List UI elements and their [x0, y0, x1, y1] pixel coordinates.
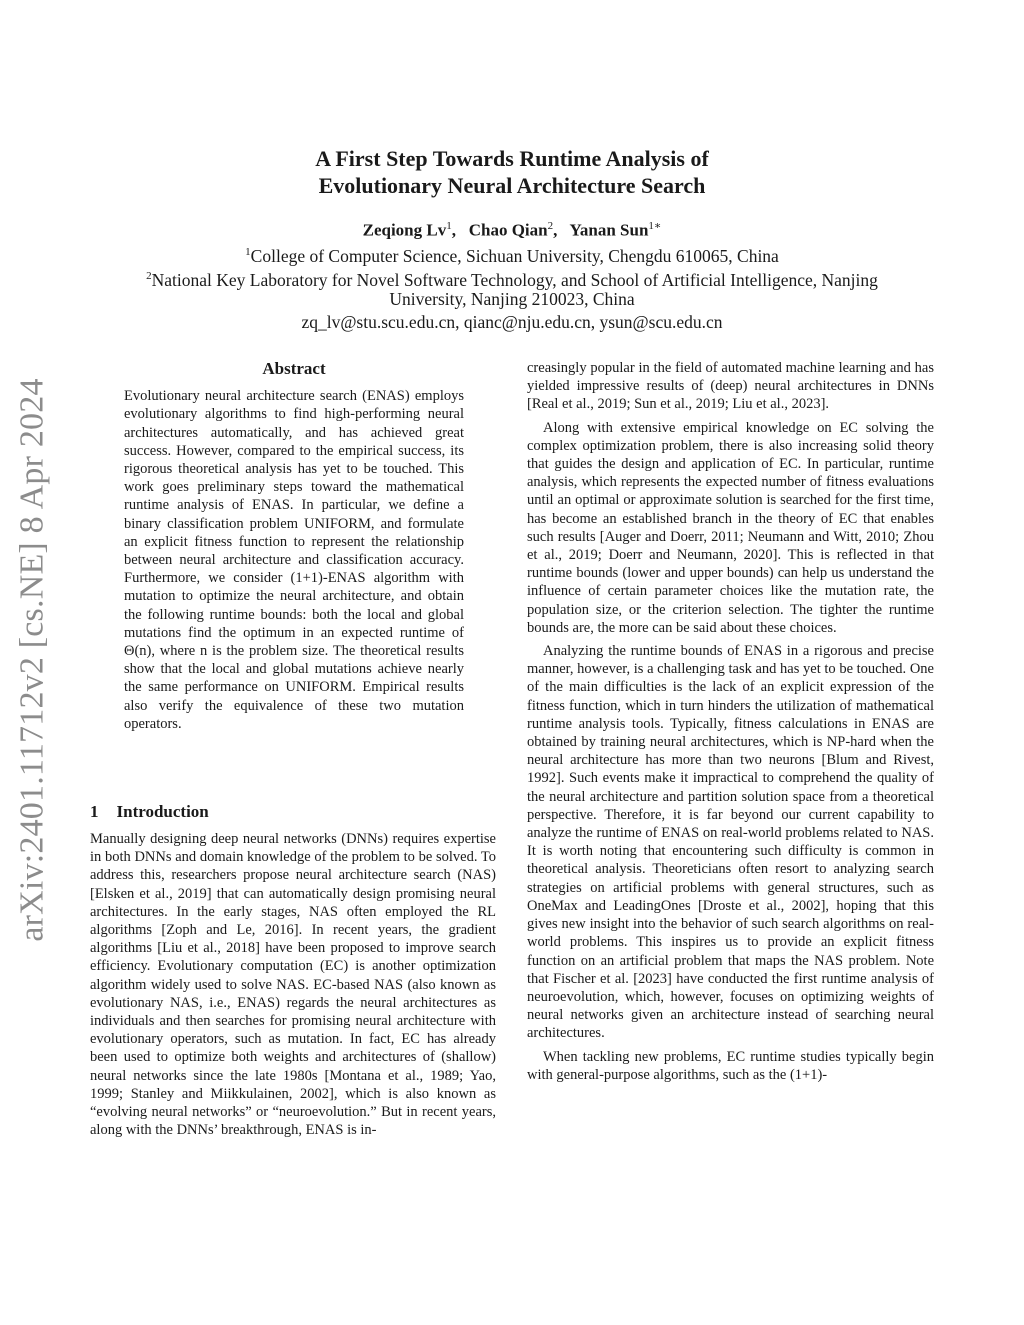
- section-heading-introduction: [90, 802, 209, 822]
- right-paragraph-4: When tackling new problems, EC runtime studies typically begin with general-purpose algorithms, such as the (1+1)-: [527, 1048, 934, 1083]
- author-affiliation-mark: 2: [547, 220, 554, 232]
- right-paragraph-2: Along with extensive empirical knowledge on EC solving the complex optimization problem, there is also increasing solid theory that guides the design and application of EC. In particular, runtime analysis, which represents the expected number of fitness evaluations until an optimal or approximate solution is searched for the first time, has become an established branch in the theory of EC that enables such results [Auger and Doerr, 2011; Neumann and Witt, 2010; Zhou et al., 2019; Doerr and Neumann, 2020]. This is reflected in that runtime bounds (lower and upper bounds) can help us understand the influence of certain parameter choices like the mutation rate, the population size, or the criterion selection. The tighter the runtime bounds are, the more can be said about these choices.: [527, 419, 934, 636]
- introduction-body: [90, 830, 496, 1139]
- intro-paragraph-1: Manually designing deep neural networks (DNNs) requires expertise in both DNNs and domain knowledge of the problem to be solved. To address this, researchers propose neural architecture search (NAS) [Elsken et al., 2019] that can automatically design promising neural architectures. In the early stages, NAS often employed the RL algorithms [Zoph and Le, 2016]. In recent years, the gradient algorithms [Liu et al., 2018] have been proposed to improve search efficiency. Evolutionary computation (EC) is another optimization algorithm widely used to solve NAS. EC-based NAS (also known as evolutionary NAS, i.e., ENAS) regards the neural architectures as individuals and then searches for promising neural architecture with evolutionary operators, such as mutation. In fact, EC has already been used to optimize both weights and architectures of (shallow) neural networks since the late 1980s [Montana et al., 1989; Yao, 1999; Stanley and Miikkulainen, 2002], which is also known as “evolving neural networks” or “neuroevolution.” But in recent years, along with the DNNs’ breakthrough, ENAS is in-: [90, 831, 496, 1139]
- affiliation-2: $^2$National Key Laboratory for Novel Software Technology, and School of Artificial Intelligence, Nanjing: [146, 269, 878, 290]
- author-name: Zeqiong Lv: [362, 220, 447, 240]
- affiliation-2-continued: University, Nanjing 210023, China: [389, 289, 635, 309]
- arxiv-id-text: arXiv:2401.11712v2 [cs.NE] 8 Apr 2024: [14, 378, 52, 942]
- author-name: Yanan Sun: [569, 220, 649, 240]
- author-name: Chao Qian: [468, 220, 548, 240]
- arxiv-identifier-stamp: [0, 360, 66, 960]
- paper-title: [0, 145, 1024, 199]
- section-number: 1: [90, 802, 99, 821]
- title-line-1: A First Step Towards Runtime Analysis of: [315, 146, 709, 171]
- abstract-text: Evolutionary neural architecture search (ENAS) employs evolutionary algorithms to find high-performing neural architectures automatically, and has achieved great success. However, compared to the empirical success, its rigorous theoretical analysis has yet to be touched. This work goes preliminary steps toward the mathematical runtime analysis of ENAS. In particular, we define a binary classification problem UNIFORM, and formulate an explicit fitness function to represent the relationship between neural architecture and classification accuracy. Furthermore, we consider (1+1)-ENAS algorithm with mutation to optimize the neural architecture, and obtain the following runtime bounds: both the local and global mutations find the optimum in an expected runtime of Θ(n), where n is the problem size. The theoretical results show that the local and global mutations achieve nearly the same performance on UNIFORM. Empirical results also verify the equivalence of these two mutation operators.: [124, 388, 464, 732]
- affiliation-1: $^1$College of Computer Science, Sichuan University, Chengdu 610065, China: [245, 245, 779, 266]
- right-column: [527, 359, 934, 1084]
- section-title: Introduction: [116, 802, 209, 821]
- title-line-2: Evolutionary Neural Architecture Search: [318, 173, 706, 198]
- right-paragraph-1: creasingly popular in the field of automated machine learning and has yielded impressive results of (deep) neural architectures in DNNs [Real et al., 2019; Sun et al., 2019; Liu et al., 2023].: [527, 360, 934, 413]
- author-list: Zeqiong Lv$^1$, Chao Qian$^2$, Yanan Sun$^{1∗}$: [362, 220, 662, 240]
- right-paragraph-3: Analyzing the runtime bounds of ENAS in a rigorous and precise manner, however, is a challenging task and has yet to be touched. One of the main difficulties is the lack of an explicit expression of the fitness function, which in turn hinders the utilization of mathematical runtime analysis tools. Typically, fitness calculations in ENAS are obtained by training neural architectures, which is NP-hard when the neural architecture has more than two neurons [Blum and Rivest, 1992]. Such events make it impractical to comprehend the quality of the neural architecture and partition solution space from a theoretical perspective. Therefore, it is far beyond our current capability to analyze the runtime of ENAS on real-world problems related to NAS. It is worth noting that encountering such difficulty is common in theoretical analysis. Theoreticians often resort to analyzing search strategies on artificial problems with general structures, such as OneMax and LeadingOnes [Droste et al., 2002], hoping that this gives new insight into the behavior of such search algorithms on real-world problems. This inspires us to provide an explicit fitness function on an artificial problem that maps the NAS problem. Note that Fischer et al. [2023] have conducted the first runtime analysis of neuroevolution, which, however, focuses on optimizing weights of neural networks given an architecture instead of searching neural architectures.: [527, 643, 934, 1042]
- abstract-heading: Abstract: [262, 359, 326, 378]
- author-affiliation-mark: 1: [446, 220, 452, 232]
- author-affiliation-mark: 1∗: [648, 220, 662, 232]
- abstract-section: [124, 360, 464, 733]
- author-emails: zq_lv@stu.scu.edu.cn, qianc@nju.edu.cn, ysun@scu.edu.cn: [301, 312, 723, 332]
